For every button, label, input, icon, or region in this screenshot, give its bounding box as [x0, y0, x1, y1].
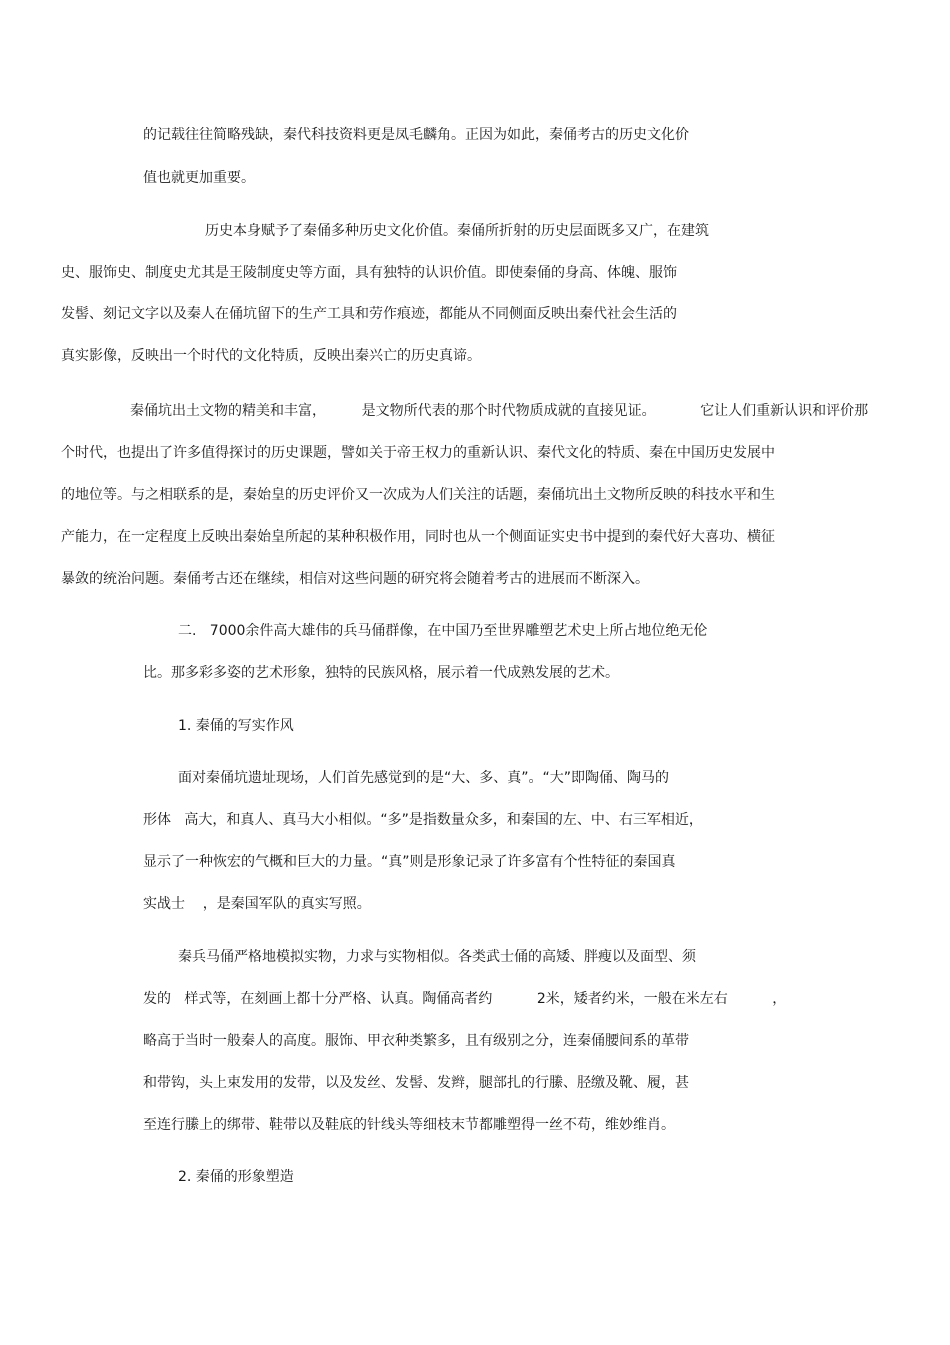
paragraph-5-line-3: 显示了一种恢宏的气概和巨大的力量。“真”则是形象记录了许多富有个性特征的秦国真 [143, 854, 676, 870]
paragraph-6-line-5: 至连行縢上的绑带、鞋带以及鞋底的针线头等细枝末节都雕塑得一丝不苟，维妙维肖。 [143, 1117, 675, 1133]
paragraph-2-line-3: 发髻、刻记文字以及秦人在俑坑留下的生产工具和劳作痕迹，都能从不同侧面反映出秦代社会生活的 [61, 306, 677, 322]
paragraph-2-line-2: 史、服饰史、制度史尤其是王陵制度史等方面，具有独特的认识价值。即使秦俑的身高、体魄、服饰 [61, 265, 677, 281]
paragraph-3-line-2: 个时代，也提出了许多值得探讨的历史课题，譬如关于帝王权力的重新认识、秦代文化的特质、秦在中国历史发展中 [61, 445, 775, 461]
paragraph-3-line-4: 产能力，在一定程度上反映出秦始皇所起的某种积极作用，同时也从一个侧面证实史书中提到的秦代好大喜功、横征 [61, 529, 775, 545]
paragraph-5-line-1: 面对秦俑坑遗址现场，人们首先感觉到的是“大、多、真”。“大”即陶俑、陶马的 [178, 770, 670, 786]
paragraph-1-line-2: 值也就更加重要。 [143, 170, 255, 186]
paragraph-6-line-1: 秦兵马俑严格地模拟实物，力求与实物相似。各类武士俑的高矮、胖瘦以及面型、须 [178, 949, 696, 965]
paragraph-5-line-4: 实战士 ，是秦国军队的真实写照。 [143, 896, 371, 912]
paragraph-3-line-5: 暴敛的统治问题。秦俑考古还在继续，相信对这些问题的研究将会随着考古的进展而不断深入。 [61, 571, 649, 587]
paragraph-2-line-4: 真实影像，反映出一个时代的文化特质，反映出秦兴亡的历史真谛。 [61, 348, 481, 364]
section-heading-1: 1. 秦俑的写实作风 [178, 718, 294, 734]
paragraph-1-line-1: 的记载往往简略残缺，秦代科技资料更是凤毛麟角。正因为如此，秦俑考古的历史文化价 [143, 127, 689, 143]
paragraph-6-line-2: 发的 样式等，在刻画上都十分严格、认真。陶俑高者约 2米，矮者约米，一般在米左右 ， [143, 991, 787, 1007]
section-heading-2: 2. 秦俑的形象塑造 [178, 1169, 294, 1185]
paragraph-3-line-1: 秦俑坑出土文物的精美和丰富， 是文物所代表的那个时代物质成就的直接见证。 它让人们重新认识和评价那 [130, 403, 869, 419]
paragraph-2-line-1: 历史本身赋予了秦俑多种历史文化价值。秦俑所折射的历史层面既多又广，在建筑 [205, 223, 709, 239]
paragraph-6-line-4: 和带钩，头上束发用的发带，以及发丝、发髻、发辫，腿部扎的行縢、胫缴及靴、履，甚 [143, 1075, 689, 1091]
paragraph-6-line-3: 略高于当时一般秦人的高度。服饰、甲衣种类繁多，且有级别之分，连秦俑腰间系的革带 [143, 1033, 689, 1049]
paragraph-4-line-1: 二. 7000余件高大雄伟的兵马俑群像，在中国乃至世界雕塑艺术史上所占地位绝无伦 [178, 623, 708, 639]
paragraph-3-line-3: 的地位等。与之相联系的是，秦始皇的历史评价又一次成为人们关注的话题，秦俑坑出土文物所反映的科技水平和生 [61, 487, 775, 503]
paragraph-5-line-2: 形体 高大，和真人、真马大小相似。“多”是指数量众多，和秦国的左、中、右三军相近， [143, 812, 703, 828]
paragraph-4-line-2: 比。那多彩多姿的艺术形象，独特的民族风格，展示着一代成熟发展的艺术。 [143, 665, 619, 681]
